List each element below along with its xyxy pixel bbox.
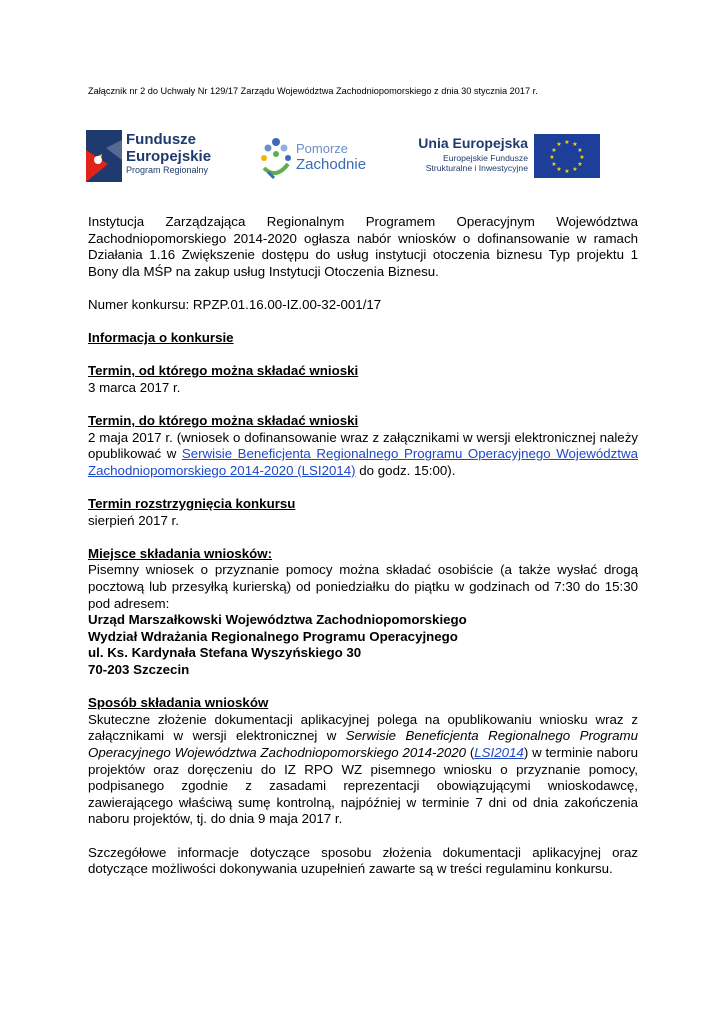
ue-line2: Europejskie Fundusze xyxy=(442,153,528,163)
lsi2014-link[interactable]: LSI2014 xyxy=(474,745,524,760)
method-heading: Sposób składania wniosków xyxy=(88,695,269,711)
place-heading: Miejsce składania wniosków: xyxy=(88,545,273,561)
svg-text:★: ★ xyxy=(551,147,557,154)
svg-text:★: ★ xyxy=(564,139,570,146)
ue-line3: Strukturalne i Inwestycyjne xyxy=(425,162,528,173)
intro-paragraph: Instytucja Zarządzająca Regionalnym Programem Operacyjnym Województwa Zachodniopomorskiego 2014-2020 ogłasza nabór wniosków o dofinansowanie w ramach Działania 1.16 Zwiększenie dostępu do usług instytucji otoczenia biznesu Typ projektu 1 Bony dla MŚP na zakup usług Instytucji Otoczenia Biznesu. xyxy=(88,214,638,279)
pz-line1: Pomorze xyxy=(296,141,349,156)
fe-line2: Europejskie xyxy=(126,148,212,165)
svg-text:★: ★ xyxy=(577,161,583,168)
svg-text:★: ★ xyxy=(556,166,562,173)
resolution-value: sierpień 2017 r. xyxy=(88,512,179,528)
address-line: Urząd Marszałkowski Województwa Zachodniopomorskiego xyxy=(88,612,467,628)
method-text1: Skuteczne złożenie dokumentacji aplikacyjnej polega na opublikowaniu wniosku wraz z załącznikami w wersji elektronicznej w xyxy=(88,711,638,744)
unia-europejska-logo xyxy=(408,134,608,184)
svg-text:★: ★ xyxy=(579,154,585,161)
fe-line3: Program Regionalny xyxy=(126,165,209,175)
start-heading: Termin, od którego można składać wnioski xyxy=(88,363,359,379)
place-text: Pisemny wniosek o przyznanie pomocy można składać osobiście (a także wysłać drogą pocztową lub przesyłką kurierską) od poniedziałku do piątku w godzinach od 7:30 do 15:30 pod adresem: xyxy=(88,562,638,611)
document-body xyxy=(88,214,638,878)
pz-line2: Zachodnie xyxy=(296,156,367,173)
fe-line1: Fundusze xyxy=(126,131,196,148)
address-line: Wydział Wdrażania Regionalnego Programu Operacyjnego xyxy=(88,628,458,644)
fe-flag-icon xyxy=(86,130,122,182)
header-note: Załącznik nr 2 do Uchwały Nr 129/17 Zarządu Województwa Zachodniopomorskiego z dnia 30 stycznia 2017 r. xyxy=(88,86,538,96)
address-line: 70-203 Szczecin xyxy=(88,662,190,678)
method-paren-open: ( xyxy=(466,745,475,760)
pomorze-zachodnie-logo xyxy=(258,134,378,186)
eu-flag-icon xyxy=(534,134,600,178)
info-heading: Informacja o konkursie xyxy=(88,330,234,346)
svg-text:★: ★ xyxy=(564,168,570,175)
lsi-service-link[interactable]: Serwisie Beneficjenta Regionalnego Programu Operacyjnego Województwa Zachodniopomorskiego 2014-2020 (LSI2014) xyxy=(88,446,638,478)
svg-text:★: ★ xyxy=(551,161,557,168)
end-heading: Termin, do którego można składać wnioski xyxy=(88,413,359,429)
start-value: 3 marca 2017 r. xyxy=(88,379,181,395)
method-text2: w terminie naboru projektów oraz doręczeniu do IZ RPO WZ pisemnego wniosku o przyznanie pomocy, podpisanego zgodnie z zasadami reprezentacji obowiązującymi wnioskodawcę, zawierającego właściwą sumę kontrolną, najpóźniej w terminie 7 dni od dnia zakończenia naboru projektów, tj. do dnia 9 maja 2017 r. xyxy=(88,745,638,827)
details-paragraph: Szczegółowe informacje dotyczące sposobu złożenia dokumentacji aplikacyjnej oraz dotyczące możliwości dokonywania uzupełnień zawarte są w treści regulaminu konkursu. xyxy=(88,844,638,877)
method-italic: Serwisie Beneficjenta Regionalnego Programu Operacyjnego Województwa Zachodniopomorskiego 2014-2020 xyxy=(88,728,638,760)
address-line: ul. Ks. Kardynała Stefana Wyszyńskiego 30 xyxy=(88,645,362,661)
end-paragraph xyxy=(88,430,638,480)
end-text1: 2 maja 2017 r. (wniosek o dofinansowanie wraz z załącznikami w wersji elektronicznej należy opublikować w xyxy=(88,429,638,462)
svg-text:★: ★ xyxy=(549,154,555,161)
ue-line1: Unia Europejska xyxy=(418,135,528,151)
svg-text:★: ★ xyxy=(572,141,578,148)
method-paragraph xyxy=(88,712,638,828)
end-text2: do godz. 15:00). xyxy=(355,462,456,478)
pomorze-bird-icon xyxy=(258,134,294,182)
contest-number: Numer konkursu: RPZP.01.16.00-IZ.00-32-001/17 xyxy=(88,296,382,312)
fundusze-europejskie-logo xyxy=(86,128,236,188)
svg-text:★: ★ xyxy=(556,141,562,148)
logo-bar xyxy=(86,128,606,190)
svg-text:★: ★ xyxy=(577,147,583,154)
svg-text:★: ★ xyxy=(572,166,578,173)
resolution-heading: Termin rozstrzygnięcia konkursu xyxy=(88,496,296,512)
method-paren-close: ) xyxy=(523,745,529,760)
